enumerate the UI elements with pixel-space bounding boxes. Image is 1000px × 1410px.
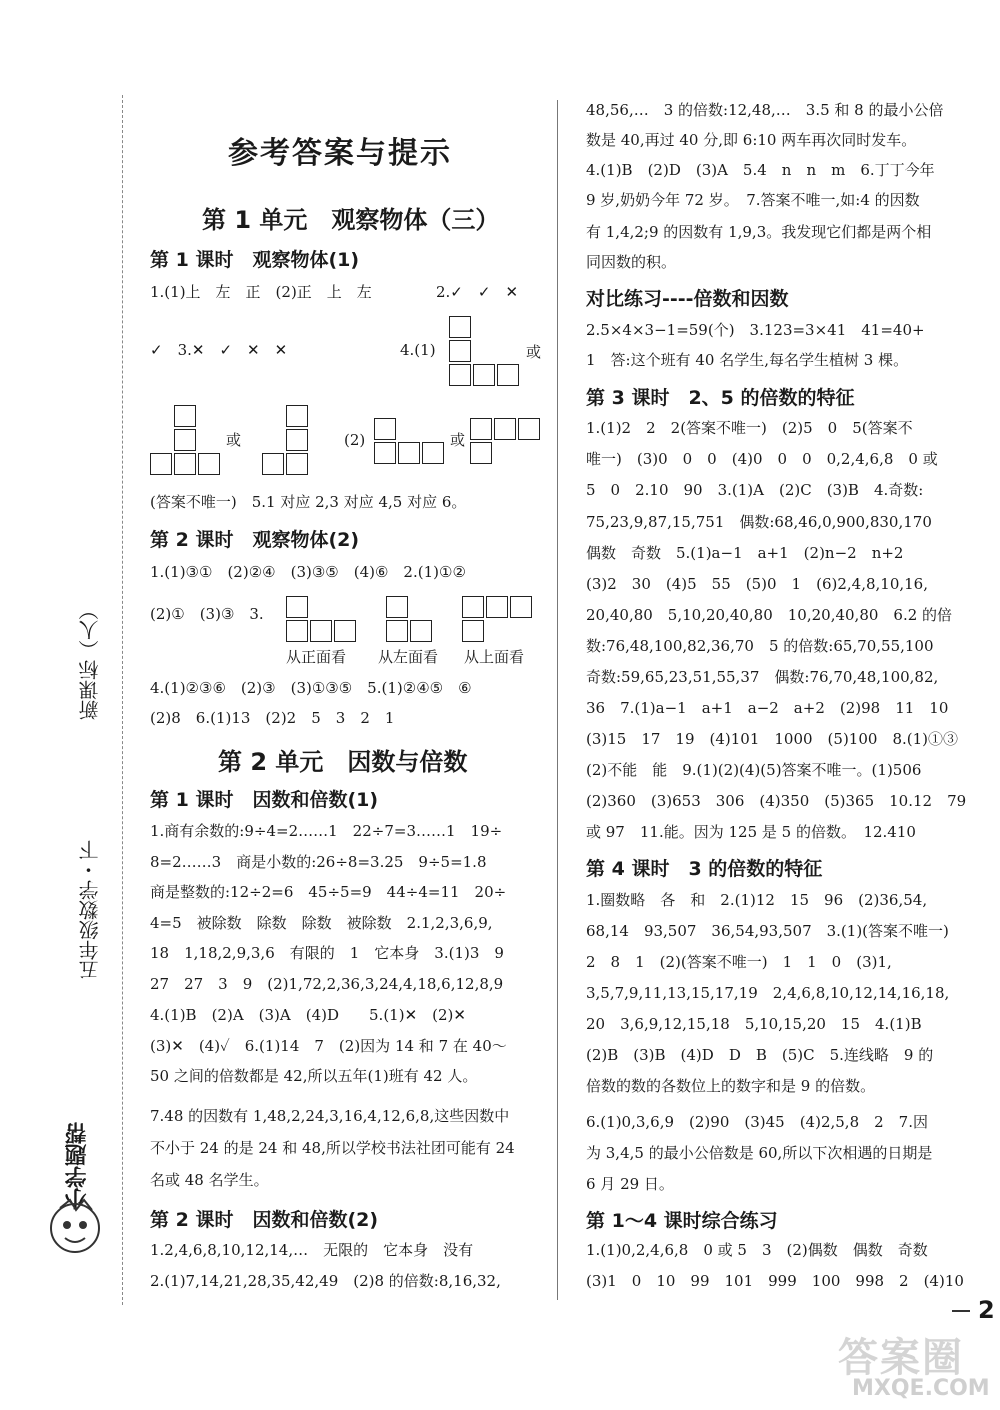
right-line: 唯一) (3)0 0 0 (4)0 0 0 0,2,4,6,8 0 或 [586,450,938,468]
right-line: 2 8 1 (2)(答案不唯一) 1 1 0 (3)1, [586,953,892,971]
right-line: 数是 40,再过 40 分,即 6:10 两车再次同时发车。 [586,131,917,149]
right-line: (3)15 17 19 (4)101 1000 (5)100 8.(1)①③ [586,730,958,748]
right-line: (2)不能 能 9.(1)(2)(4)(5)答案不唯一。(1)506 [586,761,922,779]
or-label: 或 [226,431,242,449]
left-line: 1.商有余数的:9÷4=2……1 22÷7=3……1 19÷ [150,822,503,840]
or-label: 或 [450,431,466,449]
page-number-dash [952,1310,970,1312]
right-line: (3)1 0 10 99 101 999 100 998 2 (4)10 [586,1272,964,1290]
lesson3-heading: 第 3 课时 2、5 的倍数的特征 [586,387,855,409]
right-line: 5 0 2.10 90 3.(1)A (2)C (3)B 4.奇数: [586,481,924,499]
left-line: (2) [344,431,366,449]
right-line: 或 97 11.能。因为 125 是 5 的倍数。 12.410 [586,823,916,841]
binding-line [122,95,124,1305]
sidebar-book: 五年级数学・下 [78,840,102,980]
right-line: 20,40,80 5,10,20,40,80 10,20,40,80 6.2 的倍 [586,606,953,624]
right-line: 20 3,6,9,12,15,18 5,10,15,20 15 4.(1)B [586,1015,922,1033]
right-line: 75,23,9,87,15,751 偶数:68,46,0,900,830,170 [586,513,932,531]
compare-heading: 对比练习----倍数和因数 [586,288,789,310]
sidebar-edition: 新课标（人） [78,600,102,720]
right-line: (3)2 30 (4)5 55 (5)0 1 (6)2,4,8,10,16, [586,575,928,593]
right-line: 4.(1)B (2)D (3)A 5.4 n n m 6.丁丁今年 [586,161,935,179]
u1-lesson1-heading: 第 1 课时 观察物体(1) [150,249,360,271]
left-line: 4.(1)B (2)A (3)A (4)D 5.(1)✕ (2)✕ [150,1006,466,1024]
left-line: 1.(1)③① (2)②④ (3)③⑤ (4)⑥ 2.(1)①② [150,563,466,581]
right-line: 数:76,48,100,82,36,70 5 的倍数:65,70,55,100 [586,637,934,655]
caption-left: 从左面看 [378,648,439,666]
right-line: 3,5,7,9,11,13,15,17,19 2,4,6,8,10,12,14,16,18, [586,984,950,1002]
left-line: 2.(1)7,14,21,28,35,42,49 (2)8 的倍数:8,16,32, [150,1272,501,1290]
mascot-icon [40,1190,110,1260]
right-line: 同因数的积。 [586,253,677,271]
right-line: 48,56,… 3 的倍数:12,48,… 3.5 和 8 的最小公倍 [586,101,944,119]
left-line: (答案不唯一) 5.1 对应 2,3 对应 4,5 对应 6。 [150,493,467,511]
right-line: 2.5×4×3−1=59(个) 3.123=3×41 41=40+ [586,321,925,339]
synthesis-heading: 第 1～4 课时综合练习 [586,1210,778,1232]
right-line: 为 3,4,5 的最小公倍数是 60,所以下次相遇的日期是 [586,1144,933,1162]
right-line: 偶数 奇数 5.(1)a−1 a+1 (2)n−2 n+2 [586,544,904,562]
unit1-heading: 第 1 单元 观察物体（三） [202,206,500,234]
right-line: (2)360 (3)653 306 (4)350 (5)365 10.12 79 [586,792,967,810]
right-line: 6.(1)0,3,6,9 (2)90 (3)45 (4)2,5,8 2 7.因 [586,1113,928,1131]
left-line: (2)① (3)③ 3. [150,605,264,623]
left-line: 商是整数的:12÷2=6 45÷5=9 44÷4=11 20÷ [150,883,507,901]
page-number: 2 [978,1296,995,1324]
right-line: 1 答:这个班有 40 名学生,每名学生植树 3 棵。 [586,351,909,369]
left-line: ✓ 3.✕ ✓ ✕ ✕ [150,341,288,359]
sidebar-brand: 小学题帮 [65,1122,90,1210]
left-line: 4=5 被除数 除数 除数 被除数 2.1,2,3,6,9, [150,914,493,932]
left-line: 18 1,18,2,9,3,6 有限的 1 它本身 3.(1)3 9 [150,944,504,962]
u1-lesson2-heading: 第 2 课时 观察物体(2) [150,529,360,551]
left-line: 8=2……3 商是小数的:26÷8=3.25 9÷5=1.8 [150,853,487,871]
right-line: 1.(1)2 2 2(答案不唯一) (2)5 0 5(答案不 [586,419,913,437]
lesson4-heading: 第 4 课时 3 的倍数的特征 [586,858,823,880]
watermark-site: MXQE.COM [852,1376,990,1401]
right-line: (2)B (3)B (4)D D B (5)C 5.连线略 9 的 [586,1046,934,1064]
left-line: 4.(1)②③⑥ (2)③ (3)①③⑤ 5.(1)②④⑤ ⑥ [150,679,472,697]
left-line: 1.(1)上 左 正 (2)正 上 左 [150,283,372,301]
right-line: 68,14 93,507 36,54,93,507 3.(1)(答案不唯一) [586,922,949,940]
or-label: 或 [526,343,542,361]
caption-top: 从上面看 [464,648,525,666]
left-line: 50 之间的倍数都是 42,所以五年(1)班有 42 人。 [150,1067,478,1085]
right-line: 倍数的数的各数位上的数字和是 9 的倍数。 [586,1077,876,1095]
right-line: 6 月 29 日。 [586,1175,674,1193]
left-line: 27 27 3 9 (2)1,72,2,36,3,24,4,18,6,12,8,9 [150,975,504,993]
right-line: 1.(1)0,2,4,6,8 0 或 5 3 (2)偶数 偶数 奇数 [586,1241,928,1259]
watermark-logo: 答案圈 [838,1335,964,1381]
left-line: 名或 48 名学生。 [150,1171,269,1189]
u2-lesson1-heading: 第 1 课时 因数和倍数(1) [150,789,379,811]
unit2-heading: 第 2 单元 因数与倍数 [218,748,468,776]
u2-lesson2-heading: 第 2 课时 因数和倍数(2) [150,1209,379,1231]
left-line: 7.48 的因数有 1,48,2,24,3,16,4,12,6,8,这些因数中 [150,1107,510,1125]
right-line: 有 1,4,2;9 的因数有 1,9,3。我发现它们都是两个相 [586,223,932,241]
page-title: 参考答案与提示 [228,136,452,171]
right-line: 1.圈数略 各 和 2.(1)12 15 96 (2)36,54, [586,891,928,909]
left-line: 不小于 24 的是 24 和 48,所以学校书法社团可能有 24 [150,1139,515,1157]
right-line: 奇数:59,65,23,51,55,37 偶数:76,70,48,100,82, [586,668,939,686]
right-line: 9 岁,奶奶今年 72 岁。 7.答案不唯一,如:4 的因数 [586,191,920,209]
column-divider [557,100,558,1300]
left-line: 4.(1) [400,341,436,359]
caption-front: 从正面看 [286,648,347,666]
left-line: (3)✕ (4)✓ 6.(1)14 7 (2)因为 14 和 7 在 40～ [150,1037,507,1055]
left-line: 1.2,4,6,8,10,12,14,… 无限的 它本身 没有 [150,1241,474,1259]
left-line: 2.✓ ✓ ✕ [436,283,519,301]
right-line: 36 7.(1)a−1 a+1 a−2 a+2 (2)98 11 10 [586,699,949,717]
left-line: (2)8 6.(1)13 (2)2 5 3 2 1 [150,709,395,727]
